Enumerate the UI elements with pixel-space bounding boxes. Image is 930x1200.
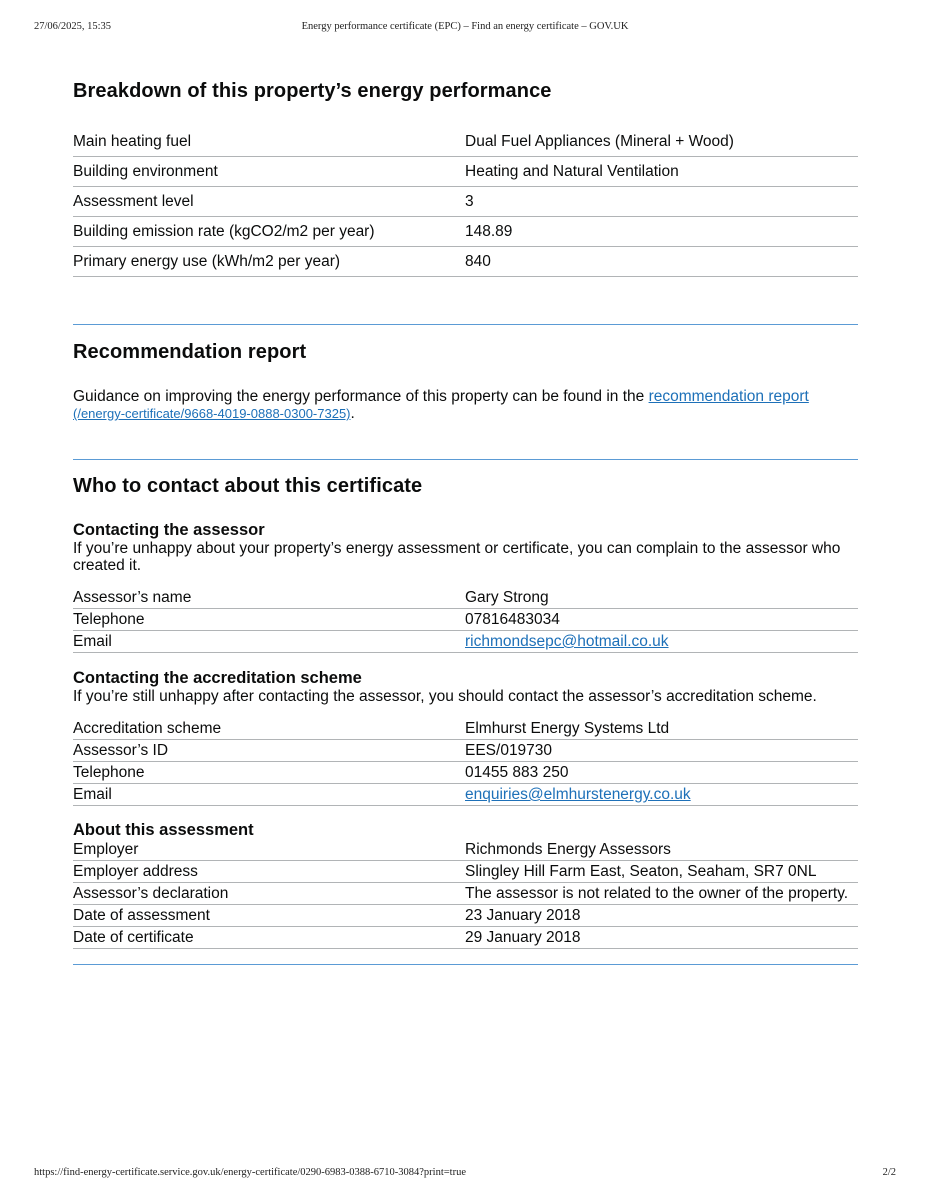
assessor-table [73, 588, 858, 653]
main-content [73, 78, 858, 965]
print-url: https://find-energy-certificate.service.gov.uk/energy-certificate/0290-6983-0388-6710-3084?print=true [34, 1167, 466, 1178]
assessor-description: If you’re unhappy about your property’s energy assessment or certificate, you can complain to the assessor who created it. [73, 540, 841, 574]
row-label: Assessor’s name [73, 589, 192, 606]
row-value: Dual Fuel Appliances (Mineral + Wood) [465, 133, 734, 150]
row-value: 01455 883 250 [465, 764, 569, 781]
contact-section [73, 473, 858, 949]
contact-heading: Who to contact about this certificate [73, 475, 423, 497]
print-datetime: 27/06/2025, 15:35 [34, 21, 112, 32]
table-row [73, 128, 858, 157]
row-value: 840 [465, 253, 491, 270]
accreditation-description: If you’re still unhappy after contacting the assessor, you should contact the assessor’s accreditation scheme. [73, 688, 817, 705]
table-row [73, 928, 858, 949]
row-value: EES/019730 [465, 742, 553, 759]
breakdown-section [73, 78, 858, 277]
table-row [73, 248, 858, 277]
section-divider [73, 459, 858, 460]
row-label: Telephone [73, 764, 145, 781]
row-label: Email [73, 786, 112, 803]
about-heading: About this assessment [73, 821, 254, 839]
assessor-subsection [73, 521, 858, 653]
recommendation-paragraph [73, 388, 858, 422]
recommendation-period: . [350, 405, 355, 422]
table-row [73, 862, 858, 883]
breakdown-table [73, 128, 858, 277]
accreditation-email-link[interactable]: enquiries@elmhurstenergy.co.uk [465, 786, 691, 803]
table-row [73, 188, 858, 217]
row-label: Employer address [73, 863, 198, 880]
accreditation-table [73, 719, 858, 806]
recommendation-report-link[interactable]: recommendation report [648, 388, 809, 405]
row-label: Building emission rate (kgCO2/m2 per year) [73, 223, 375, 240]
recommendation-section [73, 339, 858, 422]
table-row [73, 884, 858, 905]
about-subsection [73, 821, 858, 949]
breakdown-heading: Breakdown of this property’s energy performance [73, 80, 552, 102]
row-label: Email [73, 633, 112, 650]
table-row [73, 632, 858, 653]
section-divider [73, 324, 858, 325]
row-value: 148.89 [465, 223, 513, 240]
row-label: Date of certificate [73, 929, 194, 946]
row-label: Assessor’s declaration [73, 885, 229, 902]
row-value: Elmhurst Energy Systems Ltd [465, 720, 670, 737]
section-divider [73, 964, 858, 965]
table-row [73, 158, 858, 187]
row-label: Primary energy use (kWh/m2 per year) [73, 253, 341, 270]
row-value: Gary Strong [465, 589, 549, 606]
row-value: 23 January 2018 [465, 907, 581, 924]
row-label: Main heating fuel [73, 133, 192, 150]
print-page-title: Energy performance certificate (EPC) – Find an energy certificate – GOV.UK [301, 21, 629, 32]
table-row [73, 588, 858, 609]
recommendation-text: Guidance on improving the energy performance of this property can be found in the [73, 388, 649, 405]
row-value: Richmonds Energy Assessors [465, 841, 671, 858]
row-label: Assessment level [73, 193, 194, 210]
row-value: 07816483034 [465, 611, 560, 628]
row-value: Slingley Hill Farm East, Seaton, Seaham, SR7 0NL [465, 863, 817, 880]
table-row [73, 741, 858, 762]
row-label: Assessor’s ID [73, 742, 169, 759]
assessor-email-link[interactable]: richmondsepc@hotmail.co.uk [465, 633, 669, 650]
table-row [73, 610, 858, 631]
table-row [73, 719, 858, 740]
row-value: Heating and Natural Ventilation [465, 163, 679, 180]
table-row [73, 906, 858, 927]
print-page-number: 2/2 [882, 1167, 896, 1178]
row-label: Employer [73, 841, 139, 858]
table-row [73, 785, 858, 806]
accreditation-heading: Contacting the accreditation scheme [73, 669, 362, 687]
accreditation-subsection [73, 669, 858, 806]
row-label: Accreditation scheme [73, 720, 222, 737]
table-row [73, 840, 858, 861]
row-label: Date of assessment [73, 907, 210, 924]
print-header [0, 21, 930, 37]
row-value: 29 January 2018 [465, 929, 581, 946]
recommendation-report-url[interactable]: (/energy-certificate/9668-4019-0888-0300-7325) [73, 406, 351, 421]
row-label: Telephone [73, 611, 145, 628]
about-table [73, 840, 858, 949]
recommendation-heading: Recommendation report [73, 341, 307, 363]
table-row [73, 218, 858, 247]
assessor-heading: Contacting the assessor [73, 521, 265, 539]
row-label: Building environment [73, 163, 218, 180]
table-row [73, 763, 858, 784]
row-value: The assessor is not related to the owner of the property. [465, 885, 849, 902]
row-value: 3 [465, 193, 474, 210]
